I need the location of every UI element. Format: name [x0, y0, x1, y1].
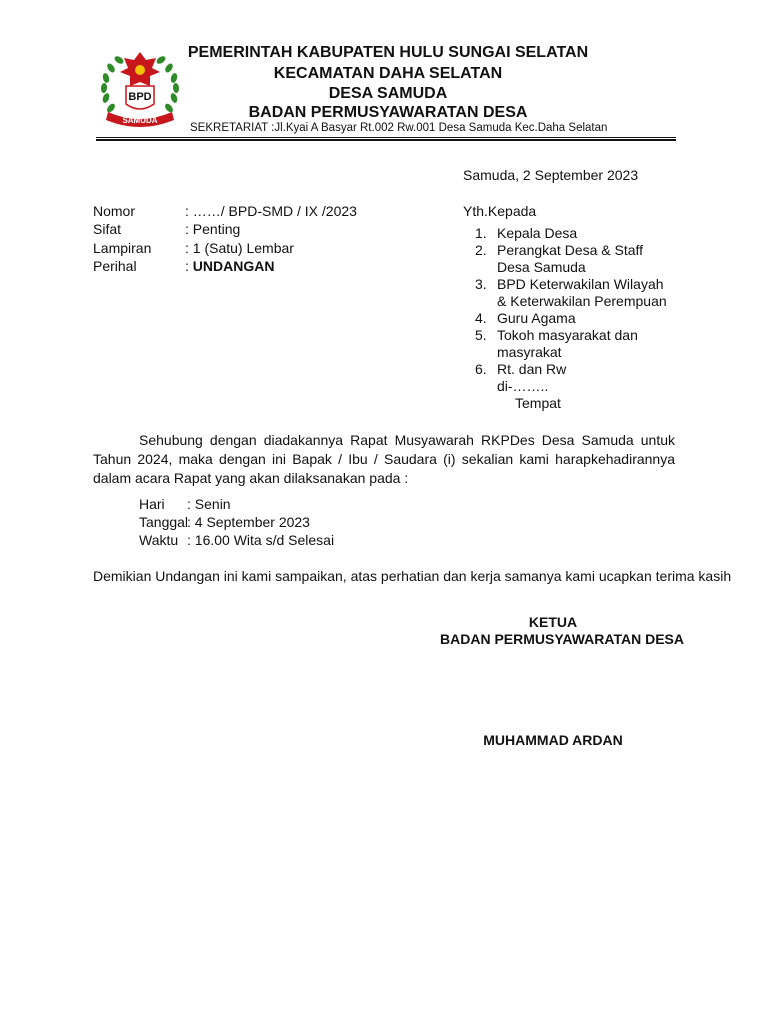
schedule-label: Hari: [139, 496, 165, 512]
schedule-value: : Senin: [187, 496, 231, 512]
meta-label: Nomor: [93, 203, 136, 219]
schedule-label: Tanggal: [139, 514, 189, 530]
letterhead-line-1: PEMERINTAH KABUPATEN HULU SUNGAI SELATAN: [187, 44, 589, 61]
meta-value: : 1 (Satu) Lembar: [185, 240, 294, 256]
bpd-logo: [94, 46, 186, 132]
closing-paragraph: Demikian Undangan ini kami sampaikan, atas perhatian dan kerja samanya kami ucapkan terima kasih: [93, 568, 732, 584]
signature-title-2: BADAN PERMUSYAWARATAN DESA: [440, 631, 684, 647]
signature-title-1: KETUA: [528, 614, 578, 630]
letter-date: Samuda, 2 September 2023: [463, 167, 639, 183]
recipient-item: 5. Tokoh masyarakat dan masyrakat: [475, 327, 638, 360]
subject-value: UNDANGAN: [192, 258, 275, 274]
meta-value: : Penting: [185, 221, 241, 237]
recipients-heading: Yth.Kepada: [463, 203, 537, 219]
schedule-value: : 16.00 Wita s/d Selesai: [187, 532, 335, 548]
recipient-item: 6. Rt. dan Rw: [475, 361, 567, 377]
signatory-name: MUHAMMAD ARDAN: [483, 732, 623, 748]
recipients-di: di-……..: [497, 378, 549, 394]
letterhead-divider: [96, 137, 676, 138]
recipients-list: [475, 225, 683, 378]
schedule-label: Waktu: [139, 532, 179, 548]
letterhead-line-3: DESA SAMUDA: [328, 85, 448, 102]
recipient-item: 4. Guru Agama: [475, 310, 576, 326]
body-paragraph: Sehubung dengan diadakannya Rapat Musyawarah RKPDes Desa Samuda untuk Tahun 2024, maka dengan ini Bapak / Ibu / Saudara (i) sekalian kami harapkehadirannya dalam acara Rapat yang akan dilaksanakan pada :: [93, 432, 675, 486]
recipient-item: 1. Kepala Desa: [475, 225, 578, 241]
meta-label: Lampiran: [93, 240, 152, 256]
letterhead-address: SEKRETARIAT :Jl.Kyai A Basyar Rt.002 Rw.001 Desa Samuda Kec.Daha Selatan: [190, 122, 608, 134]
letterhead-line-2: KECAMATAN DAHA SELATAN: [273, 65, 503, 82]
schedule-value: : 4 September 2023: [187, 514, 310, 530]
recipient-item: 2. Perangkat Desa & Staff Desa Samuda: [475, 242, 644, 275]
recipient-item: 3. BPD Keterwakilan Wilayah & Keterwakilan Perempuan: [475, 276, 667, 309]
svg-text:SAMUDA: SAMUDA: [122, 116, 158, 125]
recipients-place: Tempat: [515, 395, 561, 411]
meta-label: Perihal: [93, 258, 137, 274]
meta-value-prefix: :: [185, 258, 193, 274]
meta-label: Sifat: [93, 221, 122, 237]
svg-text:BPD: BPD: [128, 91, 152, 103]
meta-value: : ……/ BPD-SMD / IX /2023: [185, 203, 357, 219]
recipients-block: [463, 203, 683, 412]
letterhead-divider-thick: [96, 139, 676, 141]
letterhead-line-4: BADAN PERMUSYAWARATAN DESA: [248, 104, 528, 121]
